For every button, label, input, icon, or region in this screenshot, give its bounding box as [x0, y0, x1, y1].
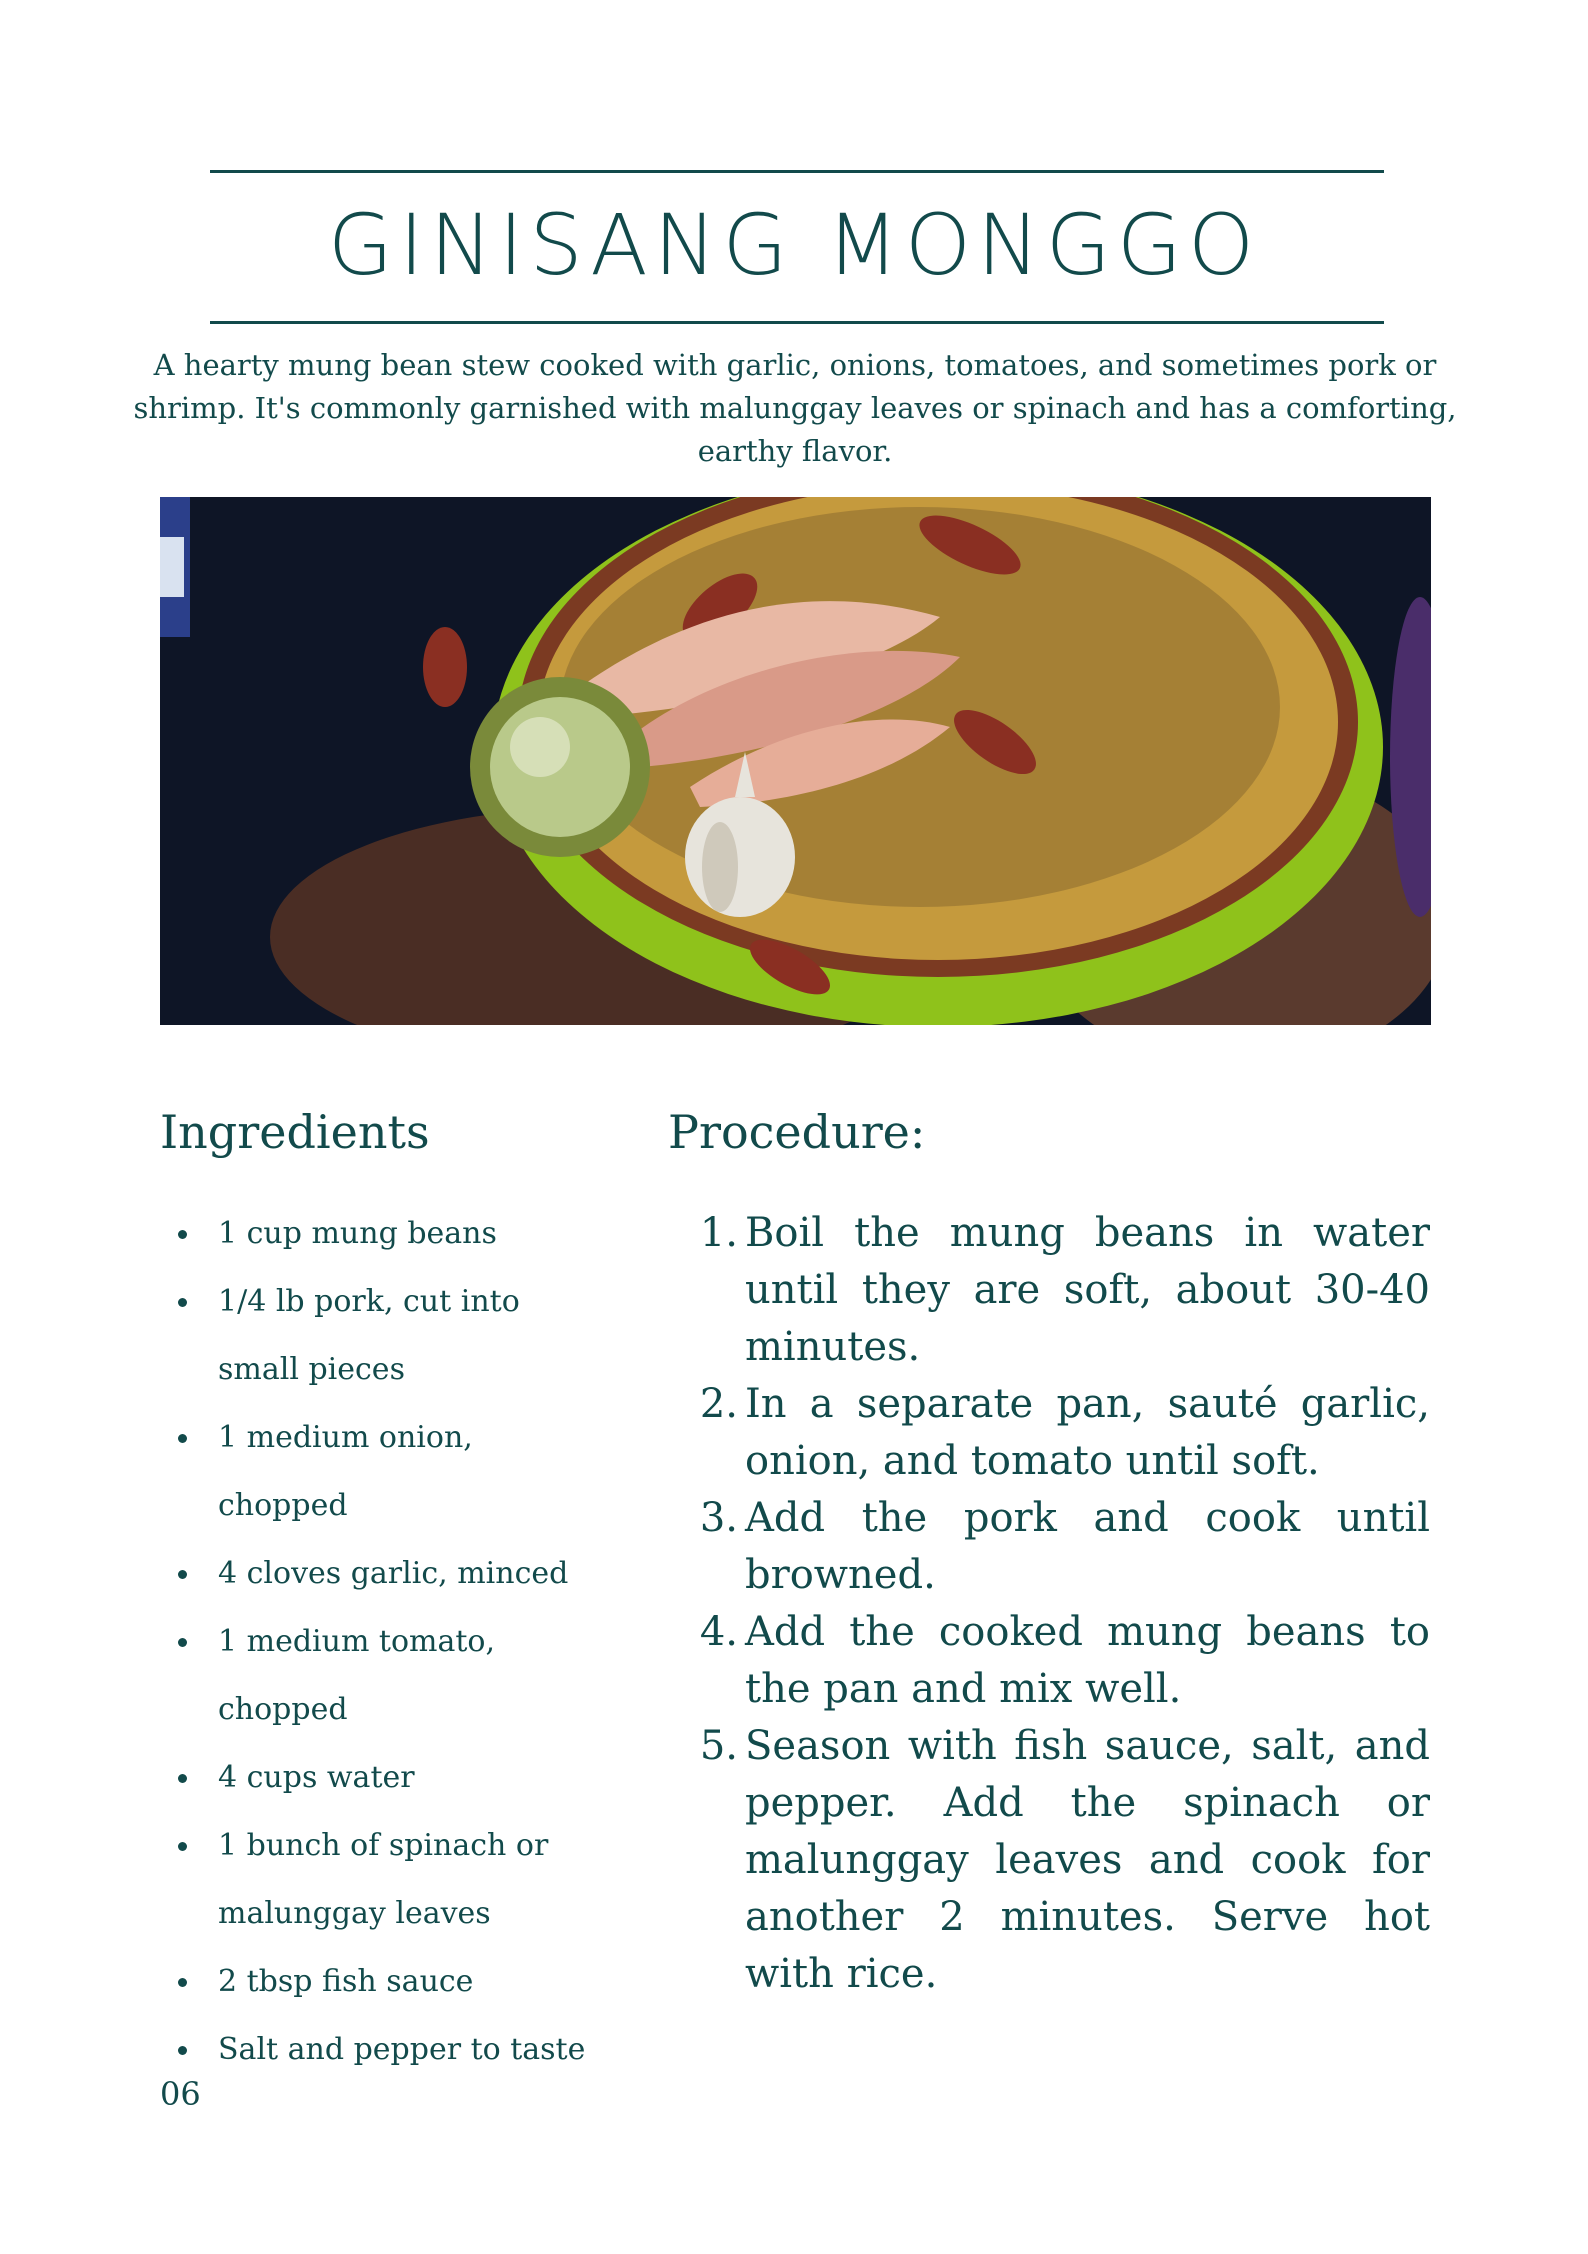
bullet-icon — [178, 1298, 187, 1307]
bullet-icon — [178, 1978, 187, 1987]
step-text: Boil the mung beans in water until they are soft, about 30-40 minutes. — [745, 1210, 1430, 1370]
step-number: 5. — [699, 1723, 738, 1769]
step-number: 1. — [699, 1210, 738, 1256]
title-rule-top — [210, 170, 1384, 173]
step-number: 3. — [699, 1495, 738, 1541]
step-text: Add the cooked mung beans to the pan and mix well. — [745, 1609, 1430, 1712]
list-item: 4 cups water — [160, 1744, 600, 1812]
ingredients-list — [160, 1200, 600, 2084]
step-text: Add the pork and cook until browned. — [745, 1495, 1430, 1598]
dish-photo — [160, 497, 1431, 1025]
title-rule-bottom — [210, 321, 1384, 324]
list-item: 1 medium tomato, chopped — [160, 1608, 600, 1744]
procedure-heading: Procedure: — [668, 1105, 926, 1159]
procedure-step — [700, 1718, 1430, 2003]
step-text: In a separate pan, sauté garlic, onion, and tomato until soft. — [745, 1381, 1430, 1484]
ingredients-heading: Ingredients — [160, 1105, 430, 1159]
step-number: 2. — [699, 1381, 738, 1427]
bullet-icon — [178, 1842, 187, 1851]
list-item: 1 cup mung beans — [160, 1200, 600, 1268]
page-number: 06 — [160, 2075, 201, 2113]
list-item: 4 cloves garlic, minced — [160, 1540, 600, 1608]
bullet-icon — [178, 1230, 187, 1239]
bullet-icon — [178, 1570, 187, 1579]
list-item: 2 tbsp fish sauce — [160, 1948, 600, 2016]
bullet-icon — [178, 2046, 187, 2055]
list-item: Salt and pepper to taste — [160, 2016, 600, 2084]
list-item: 1/4 lb pork, cut into small pieces — [160, 1268, 600, 1404]
list-item: 1 bunch of spinach or malunggay leaves — [160, 1812, 600, 1948]
step-number: 4. — [699, 1609, 738, 1655]
procedure-step — [700, 1490, 1430, 1604]
step-text: Season with fish sauce, salt, and pepper. Add the spinach or malunggay leaves and cook for another 2 minutes. Serve hot with rice. — [745, 1723, 1430, 1997]
procedure-step — [700, 1604, 1430, 1718]
list-item: 1 medium onion, chopped — [160, 1404, 600, 1540]
bullet-icon — [178, 1434, 187, 1443]
bullet-icon — [178, 1638, 187, 1647]
bullet-icon — [178, 1774, 187, 1783]
procedure-step — [700, 1205, 1430, 1376]
procedure-step — [700, 1376, 1430, 1490]
procedure-list — [700, 1205, 1430, 2003]
recipe-description: A hearty mung bean stew cooked with garlic, onions, tomatoes, and sometimes pork or shrimp. It's commonly garnished with malunggay leaves or spinach and has a comforting, earthy flavor. — [133, 348, 1457, 468]
page-title: GINISANG MONGGO — [327, 196, 1261, 294]
